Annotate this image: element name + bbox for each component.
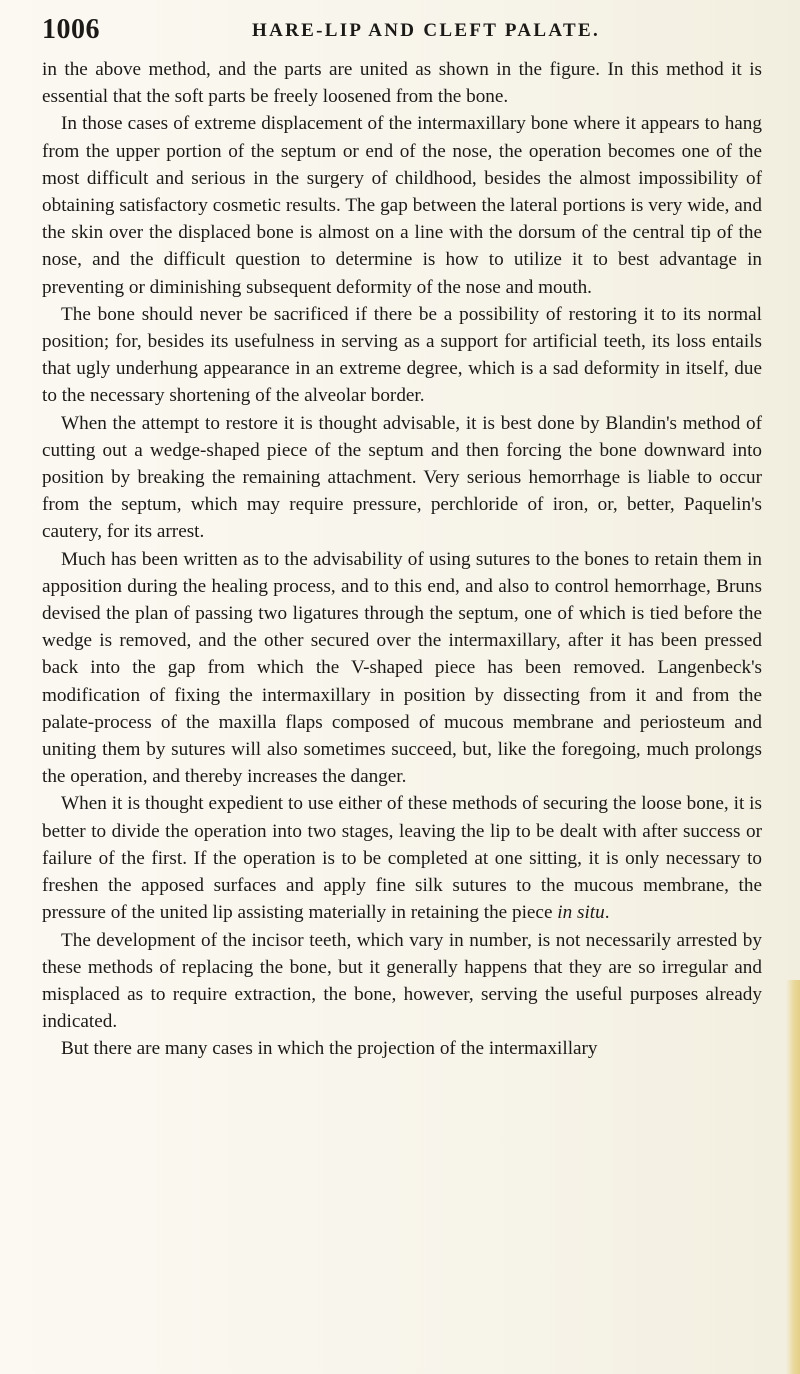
- paragraph: The bone should never be sacrificed if there be a possibility of restoring it to its normal position; for, besides its usefulness in serving as a support for artificial teeth, its loss entails that ugly underhung appearance in an extreme degree, which is a sad deformity in itself, due to the necessary shortening of the alveolar border.: [42, 303, 762, 407]
- running-head: HARE-LIP AND CLEFT PALATE.: [252, 20, 601, 41]
- paragraph: In those cases of extreme displacement of the intermaxillary bone where it appears to hang from the upper portion of the septum or end of the nose, the operation becomes one of the most difficult and serious in the surgery of childhood, besides the almost impossibility of obtaining satisfactory cosmetic results. The gap between the lateral portions is very wide, and the skin over the displaced bone is almost on a line with the dorsum of the central tip of the nose, and the difficult question to determine is how to utilize it to best advantage in preventing or diminishing subsequent deformity of the nose and mouth.: [42, 113, 762, 298]
- paragraph: The development of the incisor teeth, which vary in number, is not necessarily arrested by these methods of replacing the bone, but it generally happens that they are so irregular and misplaced as to require extraction, the bone, however, serving the useful purposes already indicated.: [42, 929, 762, 1033]
- page-edge-stain: [786, 980, 800, 1374]
- paragraph: Much has been written as to the advisability of using sutures to the bones to retain them in apposition during the healing process, and to this end, and also to control hemorrhage, Bruns devised the plan of passing two ligatures through the septum, one of which is tied before the wedge is removed, and the other secured over the intermaxillary, after it has been pressed back into the gap from which the V-shaped piece has been removed. Langenbeck's modification of fixing the intermaxillary in position by dissecting from it and from the palate-process of the maxilla flaps composed of mucous membrane and periosteum and uniting them by sutures will also sometimes succeed, but, like the foregoing, much prolongs the operation, and thereby increases the danger.: [42, 548, 762, 788]
- paragraph-text: When it is thought expedient to use either of these methods of securing the loose bone, it is better to divide the operation into two stages, leaving the lip to be dealt with after success or failure of the first. If the operation is to be completed at one sitting, it is only necessary to freshen the apposed surfaces and apply fine silk sutures to the mucous membrane, the pressure of the united lip assisting materially in retaining the piece: [42, 793, 762, 924]
- italic-phrase: in situ: [557, 902, 605, 924]
- paragraph-continuation: in the above method, and the parts are united as shown in the figure. In this method it is essential that the soft parts be freely loosened from the bone.: [42, 59, 762, 108]
- paragraph-text-end: .: [604, 902, 610, 924]
- body-text: [42, 56, 762, 1063]
- paragraph: [42, 790, 762, 926]
- paragraph-last: But there are many cases in which the projection of the intermaxillary: [61, 1038, 598, 1060]
- paragraph: When the attempt to restore it is thought advisable, it is best done by Blandin's method of cutting out a wedge-shaped piece of the septum and then forcing the bone downward into position by breaking the remaining attachment. Very serious hemorrhage is liable to occur from the septum, which may require pressure, perchloride of iron, or, better, Paquelin's cautery, for its arrest.: [42, 412, 762, 543]
- page-number: 1006: [42, 14, 100, 45]
- page-header: [42, 14, 762, 54]
